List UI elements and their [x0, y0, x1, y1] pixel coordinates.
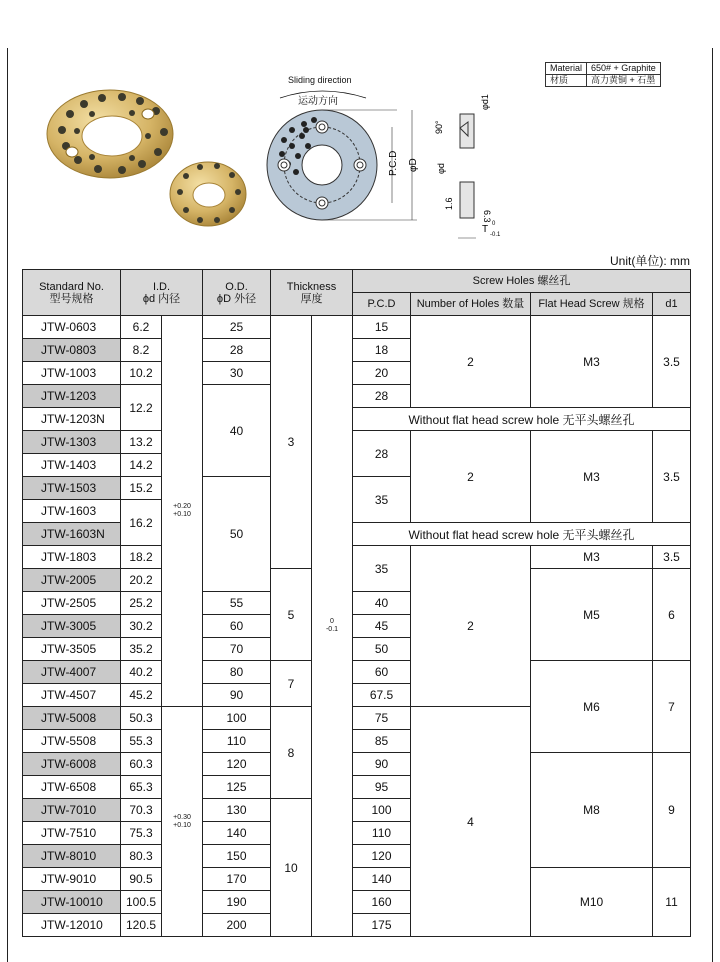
table-row: [23, 868, 691, 891]
std-cell: JTW-1803: [23, 546, 121, 569]
screw-cell: M5: [531, 569, 653, 661]
od-cell: 150: [203, 845, 271, 868]
table-row: [23, 753, 691, 776]
std-cell: JTW-6508: [23, 776, 121, 799]
d1-cell: 3.5: [653, 316, 691, 408]
std-cell: JTW-1303: [23, 431, 121, 454]
pcd-cell: 28: [353, 431, 411, 477]
std-cell: JTW-8010: [23, 845, 121, 868]
pcd-cell: 40: [353, 592, 411, 615]
thickness-tol-cell: 0 -0.1: [312, 316, 353, 937]
pcd-cell: 95: [353, 776, 411, 799]
id-cell: 8.2: [121, 339, 162, 362]
std-cell: JTW-5508: [23, 730, 121, 753]
spec-table: [22, 269, 691, 937]
pcd-cell: 100: [353, 799, 411, 822]
id-cell: 100.5: [121, 891, 162, 914]
col-pcd: P.C.D: [353, 293, 411, 316]
od-cell: 90: [203, 684, 271, 707]
thickness-cell: 8: [271, 707, 312, 799]
pcd-cell: 120: [353, 845, 411, 868]
std-cell: JTW-1003: [23, 362, 121, 385]
id-cell: 16.2: [121, 500, 162, 546]
washer-front-view: [267, 110, 377, 220]
pcd-cell: 35: [353, 546, 411, 592]
screw-cell: M10: [531, 868, 653, 937]
col-thickness: Thickness 厚度: [271, 270, 353, 316]
no-hole-note: Without flat head screw hole 无平头螺丝孔: [353, 408, 691, 431]
right-border: [712, 48, 713, 962]
col-num-holes: Number of Holes 数量: [411, 293, 531, 316]
std-cell: JTW-9010: [23, 868, 121, 891]
unit-label: Unit(单位): mm: [610, 254, 690, 268]
thickness-cell: 5: [271, 569, 312, 661]
id-cell: 60.3: [121, 753, 162, 776]
std-cell: JTW-12010: [23, 914, 121, 937]
pcd-cell: 18: [353, 339, 411, 362]
std-cell: JTW-10010: [23, 891, 121, 914]
technical-drawing: [262, 70, 502, 250]
holes-cell: 2: [411, 431, 531, 523]
col-standard: Standard No. 型号规格: [23, 270, 121, 316]
id-tol-cell: +0.30 +0.10: [162, 707, 203, 937]
col-flat-head: Flat Head Screw 规格: [531, 293, 653, 316]
screw-cell: M3: [531, 431, 653, 523]
id-cell: 40.2: [121, 661, 162, 684]
od-cell: 110: [203, 730, 271, 753]
col-id: I.D. ϕd 内径: [121, 270, 203, 316]
material-box: [545, 62, 661, 87]
material-value-zh: 高力黄铜 + 石墨: [587, 75, 661, 87]
table-row: [23, 316, 691, 339]
od-cell: 140: [203, 822, 271, 845]
od-cell: 60: [203, 615, 271, 638]
id-cell: 45.2: [121, 684, 162, 707]
small-washer-image: [170, 162, 246, 226]
id-cell: 20.2: [121, 569, 162, 592]
id-cell: 55.3: [121, 730, 162, 753]
screw-cell: M8: [531, 753, 653, 868]
id-tol-cell: +0.20 +0.10: [162, 316, 203, 707]
pcd-cell: 160: [353, 891, 411, 914]
d-label: φd: [436, 163, 446, 174]
std-cell: JTW-0803: [23, 339, 121, 362]
id-cell: 120.5: [121, 914, 162, 937]
screw-cell: M3: [531, 546, 653, 569]
id-cell: 80.3: [121, 845, 162, 868]
od-cell: 100: [203, 707, 271, 730]
col-screw-holes: Screw Holes 螺丝孔: [353, 270, 691, 293]
chamfer-label: 1.6: [444, 197, 454, 210]
id-cell: 10.2: [121, 362, 162, 385]
od-cell: 125: [203, 776, 271, 799]
id-cell: 35.2: [121, 638, 162, 661]
od-cell: 170: [203, 868, 271, 891]
screw-cell: M3: [531, 316, 653, 408]
od-cell: 55: [203, 592, 271, 615]
pcd-cell: 85: [353, 730, 411, 753]
pcd-cell: 67.5: [353, 684, 411, 707]
std-cell: JTW-1503: [23, 477, 121, 500]
thickness-cell: 7: [271, 661, 312, 707]
t-tol-upper: 0: [492, 221, 496, 227]
col-od: O.D. ϕD 外径: [203, 270, 271, 316]
std-cell: JTW-2505: [23, 592, 121, 615]
screw-cell: M6: [531, 661, 653, 753]
od-label: φD: [408, 158, 419, 172]
pcd-cell: 45: [353, 615, 411, 638]
std-cell: JTW-1403: [23, 454, 121, 477]
od-cell: 40: [203, 385, 271, 477]
pcd-cell: 15: [353, 316, 411, 339]
od-cell: 130: [203, 799, 271, 822]
std-cell: JTW-7510: [23, 822, 121, 845]
id-cell: 75.3: [121, 822, 162, 845]
id-cell: 14.2: [121, 454, 162, 477]
table-row: [23, 546, 691, 569]
large-washer-image: [47, 90, 173, 178]
d1-cell: 9: [653, 753, 691, 868]
id-cell: 15.2: [121, 477, 162, 500]
pcd-cell: 20: [353, 362, 411, 385]
id-cell: 30.2: [121, 615, 162, 638]
material-label: Material: [546, 63, 587, 75]
od-cell: 25: [203, 316, 271, 339]
pcd-cell: 28: [353, 385, 411, 408]
id-cell: 50.3: [121, 707, 162, 730]
pcd-cell: 60: [353, 661, 411, 684]
table-row: [23, 431, 691, 454]
left-border: [7, 48, 8, 962]
pcd-label: P.C.D: [388, 150, 399, 176]
std-cell: JTW-6008: [23, 753, 121, 776]
std-cell: JTW-1603N: [23, 523, 121, 546]
angle-label: 90°: [434, 120, 444, 134]
std-cell: JTW-1203: [23, 385, 121, 408]
d1-cell: 3.5: [653, 546, 691, 569]
od-cell: 120: [203, 753, 271, 776]
std-cell: JTW-3505: [23, 638, 121, 661]
d1-cell: 6: [653, 569, 691, 661]
pcd-cell: 90: [353, 753, 411, 776]
washer-section-view: [460, 114, 474, 218]
table-row: [23, 661, 691, 684]
holes-cell: 2: [411, 546, 531, 707]
od-cell: 200: [203, 914, 271, 937]
std-cell: JTW-1603: [23, 500, 121, 523]
holes-cell: 2: [411, 316, 531, 408]
d1-label: φd1: [480, 94, 490, 110]
od-cell: 30: [203, 362, 271, 385]
product-photo: [44, 84, 250, 232]
std-cell: JTW-2005: [23, 569, 121, 592]
od-cell: 190: [203, 891, 271, 914]
od-cell: 50: [203, 477, 271, 592]
t-tol-lower: -0.1: [490, 232, 501, 238]
pcd-cell: 75: [353, 707, 411, 730]
sliding-direction-label-zh: 运动方向: [298, 96, 338, 107]
id-cell: 65.3: [121, 776, 162, 799]
std-cell: JTW-4507: [23, 684, 121, 707]
pcd-cell: 35: [353, 477, 411, 523]
std-cell: JTW-7010: [23, 799, 121, 822]
holes-cell: 4: [411, 707, 531, 937]
thickness-cell: 10: [271, 799, 312, 937]
d1-cell: 3.5: [653, 431, 691, 523]
no-hole-note: Without flat head screw hole 无平头螺丝孔: [353, 523, 691, 546]
id-cell: 6.2: [121, 316, 162, 339]
id-cell: 70.3: [121, 799, 162, 822]
d1-cell: 11: [653, 868, 691, 937]
material-label-zh: 材质: [546, 75, 587, 87]
std-cell: JTW-4007: [23, 661, 121, 684]
sliding-direction-label: Sliding direction: [288, 75, 352, 85]
d1-cell: 7: [653, 661, 691, 753]
t-label: T: [482, 224, 489, 235]
std-cell: JTW-5008: [23, 707, 121, 730]
id-cell: 18.2: [121, 546, 162, 569]
id-cell: 90.5: [121, 868, 162, 891]
od-cell: 80: [203, 661, 271, 684]
std-cell: JTW-3005: [23, 615, 121, 638]
od-cell: 28: [203, 339, 271, 362]
id-cell: 25.2: [121, 592, 162, 615]
id-cell: 13.2: [121, 431, 162, 454]
material-value: 650# + Graphite: [587, 63, 661, 75]
col-d1: d1: [653, 293, 691, 316]
pcd-cell: 175: [353, 914, 411, 937]
roughness-label: 6.3: [482, 210, 492, 223]
pcd-cell: 110: [353, 822, 411, 845]
pcd-cell: 50: [353, 638, 411, 661]
pcd-cell: 140: [353, 868, 411, 891]
std-cell: JTW-1203N: [23, 408, 121, 431]
thickness-cell: 3: [271, 316, 312, 569]
id-cell: 12.2: [121, 385, 162, 431]
od-cell: 70: [203, 638, 271, 661]
std-cell: JTW-0603: [23, 316, 121, 339]
